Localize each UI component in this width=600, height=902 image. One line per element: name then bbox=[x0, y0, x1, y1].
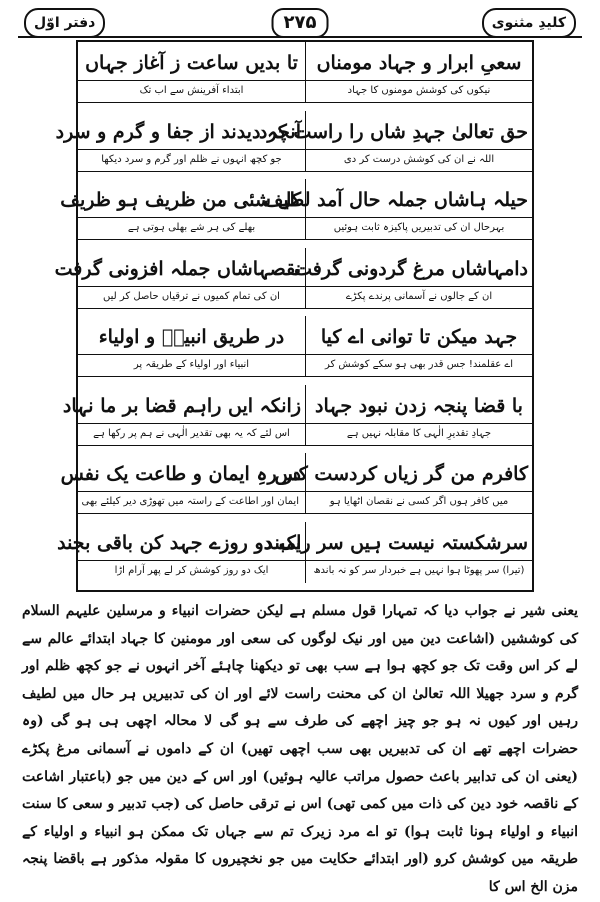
verse-text: سرشکستہ نیست ہیں سر رامبند bbox=[264, 531, 528, 554]
verse-row bbox=[78, 316, 532, 377]
verse-text: یک دو روزے جہد کن باقی بجند bbox=[57, 531, 301, 554]
verse-cell-left bbox=[60, 179, 305, 239]
verse-translation: ان کی تمام کمیوں نے ترقیاں حاصل کر لیں bbox=[103, 290, 280, 302]
page-header bbox=[18, 6, 582, 36]
verse-translation: ابتداء آفرینش سے اب تک bbox=[139, 85, 244, 96]
gloss-divider bbox=[78, 217, 305, 218]
verse-text: در طریق انبیاؑ و اولیاء bbox=[98, 326, 285, 348]
verse-cell-left bbox=[78, 316, 305, 376]
verse-cell-right bbox=[305, 42, 532, 102]
verse-row bbox=[57, 522, 532, 583]
verse-cell-right bbox=[305, 385, 532, 445]
verse-cell-right bbox=[258, 111, 532, 171]
verse-text: حق تعالیٰ جہدِ شاں را راست کرد bbox=[258, 120, 528, 143]
verse-text: دامہاشاں مرغ گردونی گرفت bbox=[294, 257, 528, 280]
verse-text: جہد میکن تا توانی اے کیا bbox=[320, 326, 518, 348]
verse-translation: اے عقلمند! جس قدر بھی ہو سکے کوشش کر bbox=[324, 359, 514, 370]
verse-cell-left bbox=[78, 42, 305, 102]
verse-row bbox=[62, 385, 532, 446]
verse-cell-right bbox=[305, 316, 532, 376]
page-number: ۲۷۵ bbox=[272, 8, 329, 38]
verse-text: سعیِ ابرار و جہاد مومناں bbox=[316, 52, 522, 74]
verse-translation: میں کافر ہوں اگر کسی نے نقصان اٹھایا ہو bbox=[329, 496, 509, 507]
verse-translation: ان کے جالوں نے آسمانی پرندے پکڑے bbox=[345, 290, 493, 302]
gloss-divider bbox=[306, 560, 532, 561]
verse-translation: نیکوں کی کوشش مومنوں کا جہاد bbox=[347, 85, 491, 96]
verse-cell-right bbox=[294, 248, 532, 308]
verse-cell-left bbox=[62, 385, 305, 445]
verse-row bbox=[55, 111, 532, 172]
verse-table bbox=[54, 40, 534, 592]
commentary-section bbox=[22, 598, 578, 902]
verse-cell-right bbox=[263, 179, 532, 239]
verse-text: آنچہ دیدند از جفا و گرم و سرد bbox=[55, 120, 301, 143]
gloss-divider bbox=[78, 354, 305, 355]
gloss-divider bbox=[78, 491, 305, 492]
gloss-divider bbox=[78, 423, 305, 424]
verse-translation: بہرحال ان کی تدبیریں پاکیزہ ثابت ہوئیں bbox=[333, 222, 505, 233]
gloss-divider bbox=[306, 354, 532, 355]
gloss-divider bbox=[78, 286, 305, 287]
verse-translation: جہادِ تقدیرِ الٰہی کا مقابلہ نہیں ہے bbox=[346, 427, 492, 439]
gloss-divider bbox=[306, 149, 532, 150]
verse-text: کل شئی من ظریف ہو ظریف bbox=[60, 189, 301, 211]
commentary-paragraph: یعنی شیر نے جواب دیا کہ تمہارا قول مسلم ہے لیکن حضرات انبیاء و مرسلین علیہم السلام کی کوششیں (اشاعت دین میں اور نیک لوگوں کی سعی اور مومنین کا جہاد ابتدائے عالم سے لے کر اس وقت تک جو کچھ ہوا ہے سب بھی تو دیکھنا چاہئے آخر انہوں نے جو کچھ ظلم اور گرم و سرد جھیلا اللہ تعالیٰ ان کی محنت راست لائے اور ان کی تدبیریں ہر حال میں لطیف رہیں اور کیوں نہ ہو جو چیز اچھے کی طرف سے ہو گی لا محالہ اچھی ہی ہو گی (وہ حضرات اچھے تھے ان کی تدبیریں بھی سب اچھی تھیں) ان کے داموں نے آسمانی مرغ پکڑے (یعنی ان کی تدابیر باعث حصول مراتب عالیہ ہوئیں) اور اس کے دین میں جو (باعتبار اشاعت کے ناقصہ خود دین کی ذات میں کمی تھی) اس نے ترقی حاصل کی (جب تدبیر و سعی کا سنت انبیاء و اولیاء ہونا ثابت ہوا) تو اے مرد زیرک تم سے جہاں تک ممکن ہو انبیاء و اولیاء کے طریقہ میں کوشش کرو (اور ابتدائے حکایت میں جو نخچیروں کا مقولہ مذکور ہے باقضا پنجہ مزن الخ اس کا bbox=[22, 603, 578, 895]
verse-translation: اس لئے کہ یہ بھی تقدیر الٰہی نے ہم پر رکھا ہے bbox=[93, 427, 290, 439]
verse-translation: ایمان اور اطاعت کے راستہ میں تھوڑی دیر کیلئے بھی bbox=[81, 496, 299, 507]
verse-text: کافرم من گر زیاں کردست کس bbox=[274, 463, 528, 485]
verse-translation: (تیرا) سر پھوٹا ہوا نہیں ہے خبردار سر کو نہ باندھ bbox=[313, 564, 525, 576]
gloss-divider bbox=[306, 80, 532, 81]
verse-row bbox=[54, 248, 532, 309]
verse-translation: انبیاء اور اولیاء کے طریقہ پر bbox=[133, 359, 250, 370]
verse-row bbox=[60, 179, 532, 240]
verse-text: تا بدیں ساعت ز آغاز جہاں bbox=[85, 52, 298, 74]
book-title: کلیدِ مثنوی bbox=[482, 8, 576, 38]
verse-text: حیلہ ہاشاں جملہ حال آمد لطیف bbox=[263, 189, 528, 211]
verse-cell-right bbox=[274, 453, 532, 513]
verse-text: در رہِ ایمان و طاعت یک نفس bbox=[60, 463, 301, 485]
gloss-divider bbox=[306, 217, 532, 218]
gloss-divider bbox=[78, 80, 305, 81]
verse-translation: جو کچھ انہوں نے ظلم اور گرم و سرد دیکھا bbox=[101, 153, 282, 165]
gloss-divider bbox=[78, 149, 305, 150]
gloss-divider bbox=[306, 286, 532, 287]
gloss-divider bbox=[78, 560, 305, 561]
verse-translation: اللہ نے ان کی کوشش درست کر دی bbox=[343, 153, 495, 165]
gloss-divider bbox=[306, 491, 532, 492]
verse-cell-left bbox=[57, 522, 305, 583]
header-rule bbox=[18, 36, 582, 38]
gloss-divider bbox=[306, 423, 532, 424]
verse-text: با قضا پنجہ زدن نبود جہاد bbox=[315, 394, 523, 417]
verse-cell-left bbox=[54, 248, 305, 308]
verse-cell-right bbox=[264, 522, 532, 583]
verse-row bbox=[60, 453, 532, 514]
verse-cell-left bbox=[55, 111, 305, 171]
verse-text: نقصہاشاں جملہ افزونی گرفت bbox=[54, 257, 301, 280]
verse-row bbox=[78, 42, 532, 103]
volume-label: دفتر اوّل bbox=[24, 8, 105, 38]
verse-translation: بھلے کی ہر شے بھلی ہوتی ہے bbox=[127, 222, 256, 233]
verse-text: زانکہ ایں راہم قضا بر ما نہاد bbox=[62, 394, 301, 417]
verse-cell-left bbox=[60, 453, 305, 513]
verse-translation: ایک دو روز کوشش کر لے پھر آرام اڑا bbox=[114, 564, 269, 576]
